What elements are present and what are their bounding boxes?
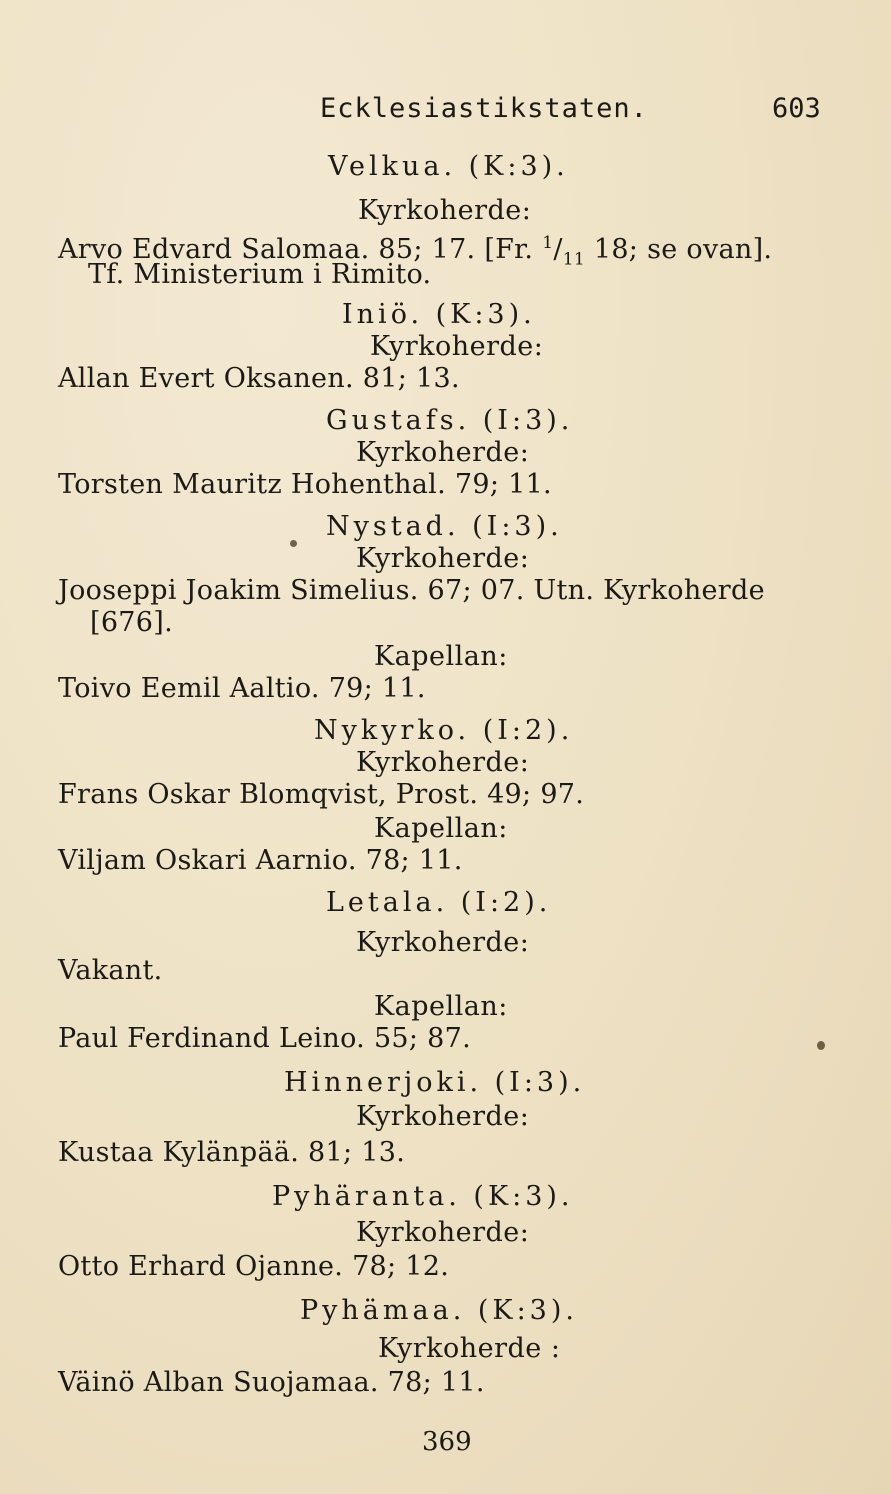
entry-line: Toivo Eemil Aaltio. 79; 11. bbox=[58, 673, 426, 704]
parish-heading-gustafs: Gustafs. (I:3). bbox=[326, 405, 574, 436]
role-heading: Kyrkoherde: bbox=[356, 1101, 530, 1132]
entry-line: Jooseppi Joakim Simelius. 67; 07. Utn. Kyrkoherde bbox=[58, 575, 765, 606]
parish-heading-letala: Letala. (I:2). bbox=[326, 887, 552, 918]
parish-heading-pyharanta: Pyhäranta. (K:3). bbox=[272, 1181, 574, 1212]
role-heading: Kapellan: bbox=[374, 641, 508, 672]
role-heading: Kyrkoherde: bbox=[370, 331, 544, 362]
parish-heading-pyhamaa: Pyhämaa. (K:3). bbox=[300, 1295, 578, 1326]
entry-line: Allan Evert Oksanen. 81; 13. bbox=[58, 363, 460, 394]
role-heading: Kapellan: bbox=[374, 991, 508, 1022]
role-heading: Kyrkoherde: bbox=[356, 1217, 530, 1248]
entry-line: Väinö Alban Suojamaa. 78; 11. bbox=[58, 1367, 485, 1398]
entry-line: Otto Erhard Ojanne. 78; 12. bbox=[58, 1251, 450, 1282]
role-heading: Kyrkoherde: bbox=[358, 195, 532, 226]
entry-line: [676]. bbox=[90, 607, 173, 638]
role-heading: Kyrkoherde: bbox=[356, 437, 530, 468]
entry-text: 18; se ovan]. bbox=[584, 234, 773, 265]
fraction-slash: / bbox=[553, 234, 563, 265]
role-heading: Kyrkoherde: bbox=[356, 543, 530, 574]
ink-spot bbox=[290, 540, 297, 547]
running-header: Ecklesiastikstaten. bbox=[320, 93, 648, 124]
role-heading: Kapellan: bbox=[374, 813, 508, 844]
parish-heading-nystad: Nystad. (I:3). bbox=[326, 511, 563, 542]
entry-line: Tf. Ministerium i Rimito. bbox=[88, 259, 432, 290]
parish-heading-inio: Iniö. (K:3). bbox=[342, 299, 536, 330]
entry-line: Vakant. bbox=[58, 955, 163, 986]
role-heading: Kyrkoherde : bbox=[378, 1333, 561, 1364]
page-number: 603 bbox=[772, 93, 821, 124]
fraction-numerator: 1 bbox=[542, 233, 554, 253]
parish-heading-velkua: Velkua. (K:3). bbox=[328, 151, 569, 182]
entry-line: Frans Oskar Blomqvist, Prost. 49; 97. bbox=[58, 779, 585, 810]
parish-heading-nykyrko: Nykyrko. (I:2). bbox=[314, 715, 574, 746]
fraction-denominator: 11 bbox=[562, 249, 585, 270]
role-heading: Kyrkoherde: bbox=[356, 747, 530, 778]
ink-spot bbox=[817, 1041, 825, 1050]
entry-text: Arvo Edvard Salomaa. 85; 17. [Fr. bbox=[58, 234, 543, 265]
role-heading: Kyrkoherde: bbox=[356, 927, 530, 958]
entry-line: Viljam Oskari Aarnio. 78; 11. bbox=[58, 845, 463, 876]
parish-heading-hinnerjoki: Hinnerjoki. (I:3). bbox=[284, 1067, 586, 1098]
entry-line: Torsten Mauritz Hohenthal. 79; 11. bbox=[58, 469, 552, 500]
footer-page-number: 369 bbox=[422, 1427, 472, 1457]
entry-line: Kustaa Kylänpää. 81; 13. bbox=[58, 1137, 406, 1168]
entry-line: Paul Ferdinand Leino. 55; 87. bbox=[58, 1023, 472, 1054]
